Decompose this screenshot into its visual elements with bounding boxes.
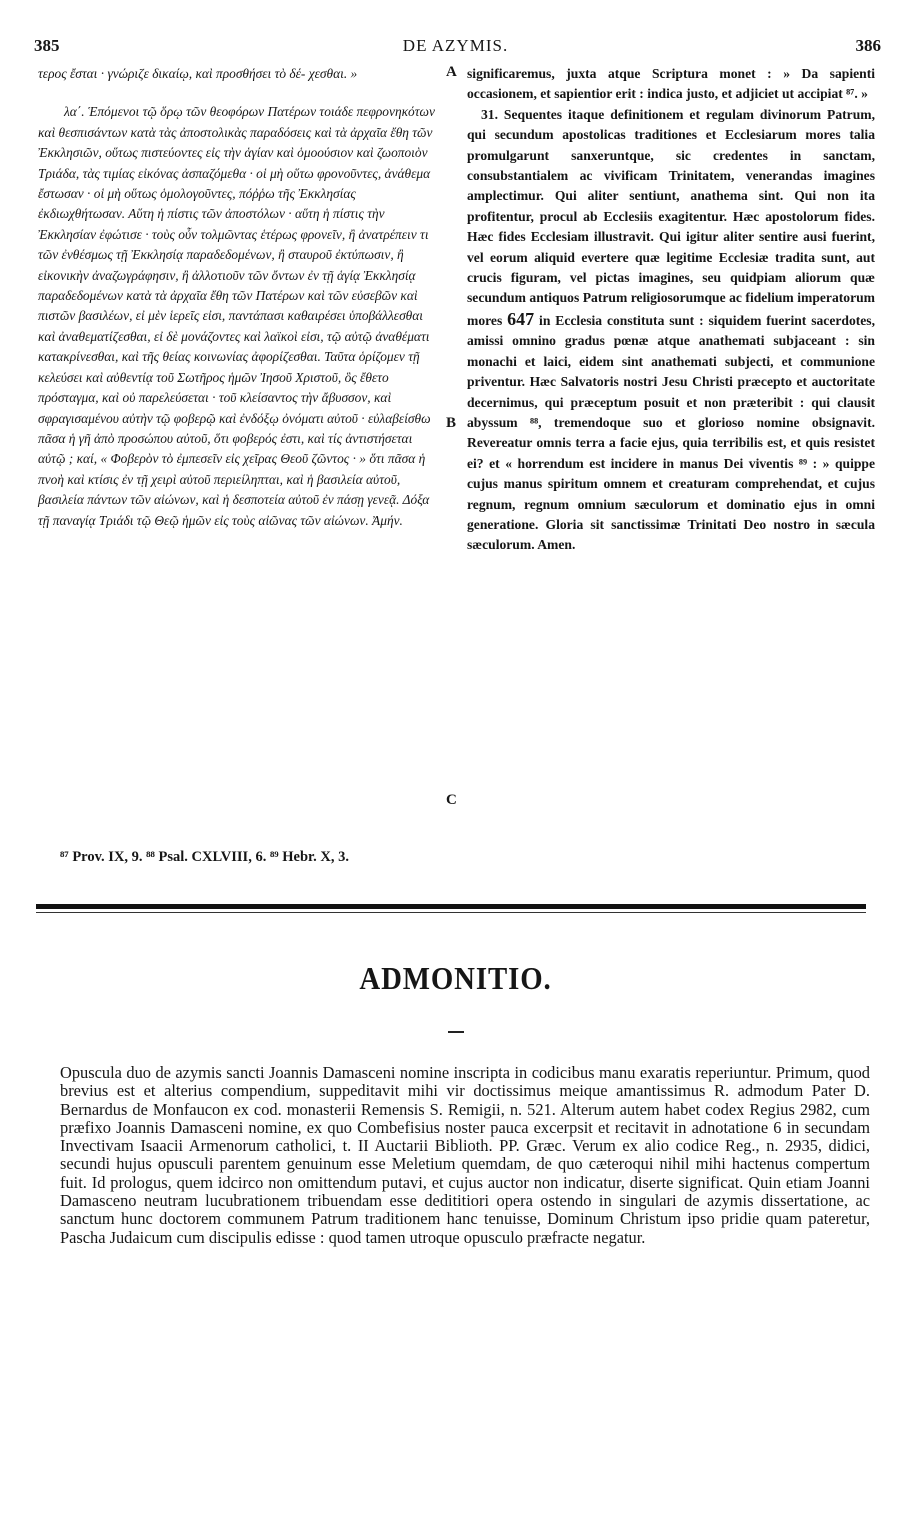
heading-dash	[448, 1031, 464, 1033]
footnotes: ⁸⁷ Prov. IX, 9. ⁸⁸ Psal. CXLVIII, 6. ⁸⁹ Hebr. X, 3.	[60, 849, 349, 865]
greek-paragraph-2: λα΄. Ἑπόμενοι τῷ ὅρῳ τῶν θεοφόρων Πατέρων τοιάδε πεφρονηκότων καὶ θεσπισάντων κατὰ τὰς ἀποστολικὰς παραδόσεις καὶ τὰ ἀρχαῖα ἔθη τῶν Ἐκκλησιῶν, οὕτως πιστεύοντες εἰς τὴν ἁγίαν καὶ ὁμοούσιον καὶ ζωοποιὸν Τριάδα, τὰς τιμίας εἰκόνας ἀσπαζόμεθα · οἱ μὴ οὕτω φρονοῦντες, ἀνάθεμα ἔστωσαν · οἱ μὴ οὕτως ὁμολογοῦντες, πόῤῥω τῆς Ἐκκλησίας ἐκδιωχθήτωσαν. Αὕτη ἡ πίστις τῶν ἀποστόλων · αὕτη ἡ πίστις τὴν Ἐκκλησίαν ἐφώτισε · τοὺς οὖν τολμῶντας ἑτέρως φρονεῖν, ἢ ἀνατρέπειν τι τῶν ἐνθέσμως τῇ Ἐκκλησίᾳ παραδεδομένων, ἢ σταυροῦ ἐκτύπωσιν, ἢ εἰκονικὴν ἀναζωγράφησιν, ἢ ἀλλοτιοῦν τῶν ὄντων ἐν τῇ ἁγίᾳ Ἐκκλησίᾳ παραδεδομένων κατὰ τὰ ἀρχαῖα ἔθη τῶν Πατέρων καὶ τῶν εὐσεβῶν καὶ πιστῶν βασιλέων, εἰ μὲν ἱερεῖς εἰσι, παντάπασι καθαιρέσει ὑποβάλλεσθαι καὶ ἀναθεματίζεσθαι, εἰ δὲ μονάζοντες καὶ λαϊκοὶ εἰσι, τῷ αὐτῷ ἀναθέματι κατακρίνεσθαι, καὶ τῆς θείας κοινωνίας ἀφορίζεσθαι. Ταῦτα ὁρίζομεν τῇ κελεύσει καὶ αὐθεντίᾳ τοῦ Σωτῆρος ἡμῶν Ἰησοῦ Χριστοῦ, ὃς ἔθετο πρόσταγμα, καὶ οὐ παρελεύσεται · τοῦ κλείσαντος τὴν ἄβυσσον, καὶ σφραγισαμένου αὐτὴν τῷ φοβερῷ καὶ ἐνδόξῳ ὀνόματι αὐτοῦ · εὐλαβείσθω πᾶσα ἡ γῆ ἀπὸ προσώπου αὐτοῦ, ὅτι φοβερός ἐστι, καὶ τίς ἀντιστήσεται αὐτῷ ; καί, « Φοβερὸν τὸ ἐμπεσεῖν εἰς χεῖρας Θεοῦ ζῶντος · » ὅτι πᾶσα ἡ πνοὴ καὶ κτίσις ἐν τῇ χειρὶ αὐτοῦ περιείληπται, καὶ ἡ βασιλεία αὐτοῦ, βασιλεία πάντων τῶν αἰώνων, καὶ ἡ δεσποτεία αὐτοῦ ἐν πάσῃ γενεᾷ. Δόξα τῇ παναγίᾳ Τριάδι τῷ Θεῷ ἡμῶν εἰς τοὺς αἰῶνας τῶν αἰώνων. Ἀμήν.	[38, 104, 435, 528]
page-marker: 647	[507, 308, 535, 329]
latin-paragraph-1: significaremus, juxta atque Scriptura monet : » Da sapienti occasionem, et sapientior erit : indica justo, et adjiciet ut accipiat ⁸⁷. »	[467, 66, 875, 102]
running-title: DE AZYMIS.	[402, 36, 509, 55]
page-number-left: 385	[34, 36, 60, 55]
latin-column	[467, 64, 875, 556]
margin-letter-c: C	[446, 792, 457, 808]
latin-paragraph-2-end: in Ecclesia constituta sunt : siquidem fuerint sacerdotes, amissi omnino gradus pœnæ atque anathemati subjaceant : sin monachi et laici, eidem sint anathemati subjecti, et communione priventur. Hæc Salvatoris nostri Jesu Christi præcepto et auctoritate decernimus, qui præceptum posuit et non præteribit : qui clausit abyssum ⁸⁸, tremendoque suo et glorioso nomine obsignavit. Revereatur omnis terra a facie ejus, quia terribilis est, et quis resistet ei? et « horrendum est incidere in manus Dei viventis ⁸⁹ : » quippe cujus manus spiritum omnem et creaturam comprehendat, et cujus regnum, regnum omnium sæculorum et dominatio ejus in omni generatione. Gloria sit sanctissimæ Trinitati Deo nostro in sæcula sæculorum. Amen.	[467, 312, 875, 553]
admonitio-paragraph: Opuscula duo de azymis sancti Joannis Damasceni nomine inscripta in codicibus manu exaratis reperiuntur. Primum, quod brevius est et alterius compendium, suppeditavit mihi vir doctissimus meique amantissimus R. admodum Pater D. Bernardus de Monfaucon ex cod. monasterii Remensis S. Remigii, n. 521. Alterum autem habet codex Regius 2982, cum præfixo Joannis Damasceni nomine, ex quo Combefisius noster pauca excerpsit et recitavit in adnotatione 6 in secundam Invectivam Isaacii Armenorum catholici, t. II Auctarii Biblioth. PP. Græc. Verum ex alio codice Reg., n. 2935, didici, secundi hujus opusculi parentem genuinum esse Meletium quemdam, de quo cæteroqui nihil mihi hactenus compertum fuit. Id prologus, quem idcirco non omittendum putavi, et cujus auctor non indicatur, diserte significat. Quin etiam Joanni Damasceno neutram lucubrationem tribuendam esse dedititiori opera ostendo in singulari de azymis dissertatione, ac sanctum hunc doctorem communem Patrum traditionem hanc tenuisse, Dominum Christum ipso pridie quam pateretur, Pascha Judaicum cum discipulis edisse : quod tamen utroque opusculo præfracte negatur.	[60, 1063, 870, 1247]
section-heading: ADMONITIO.	[359, 960, 552, 996]
greek-column	[38, 64, 443, 531]
margin-letter-a: A	[446, 64, 457, 80]
latin-paragraph-2	[467, 105, 875, 556]
latin-paragraph-2-start: 31. Sequentes itaque definitionem et regulam divinorum Patrum, qui secundum apostolicas traditiones et Ecclesiarum mores talia promulgarunt sanxeruntque, sic credentes in sanctam, consubstantialem ac vivificam Trinitatem, venerandas imagines amplectimur. Qui aliter sentiunt, anathema sint. Qui non ita profitentur, procul ab Ecclesiis exagitentur. Hæc apostolorum fides. Hæc fides Ecclesiam illustravit. Qui igitur aliter sentire ausi fuerint, vel eorum aliquid evertere quæ legitime Ecclesiæ tradita sunt, aut crucis figuram, vel pictas imagines, seu quidpiam aliorum quæ secundum antiquos Patrum religiosorumque ac fidelium imperatorum mores	[467, 106, 875, 328]
section-divider	[36, 904, 866, 909]
admonitio-text	[60, 1064, 870, 1247]
page-number-right: 386	[855, 36, 881, 55]
greek-paragraph-1: τερος ἔσται · γνώριζε δικαίῳ, καὶ προσθήσει τὸ δέ- χεσθαι. »	[38, 66, 358, 81]
margin-letter-b: B	[446, 415, 457, 431]
section-divider-thin	[36, 912, 866, 913]
